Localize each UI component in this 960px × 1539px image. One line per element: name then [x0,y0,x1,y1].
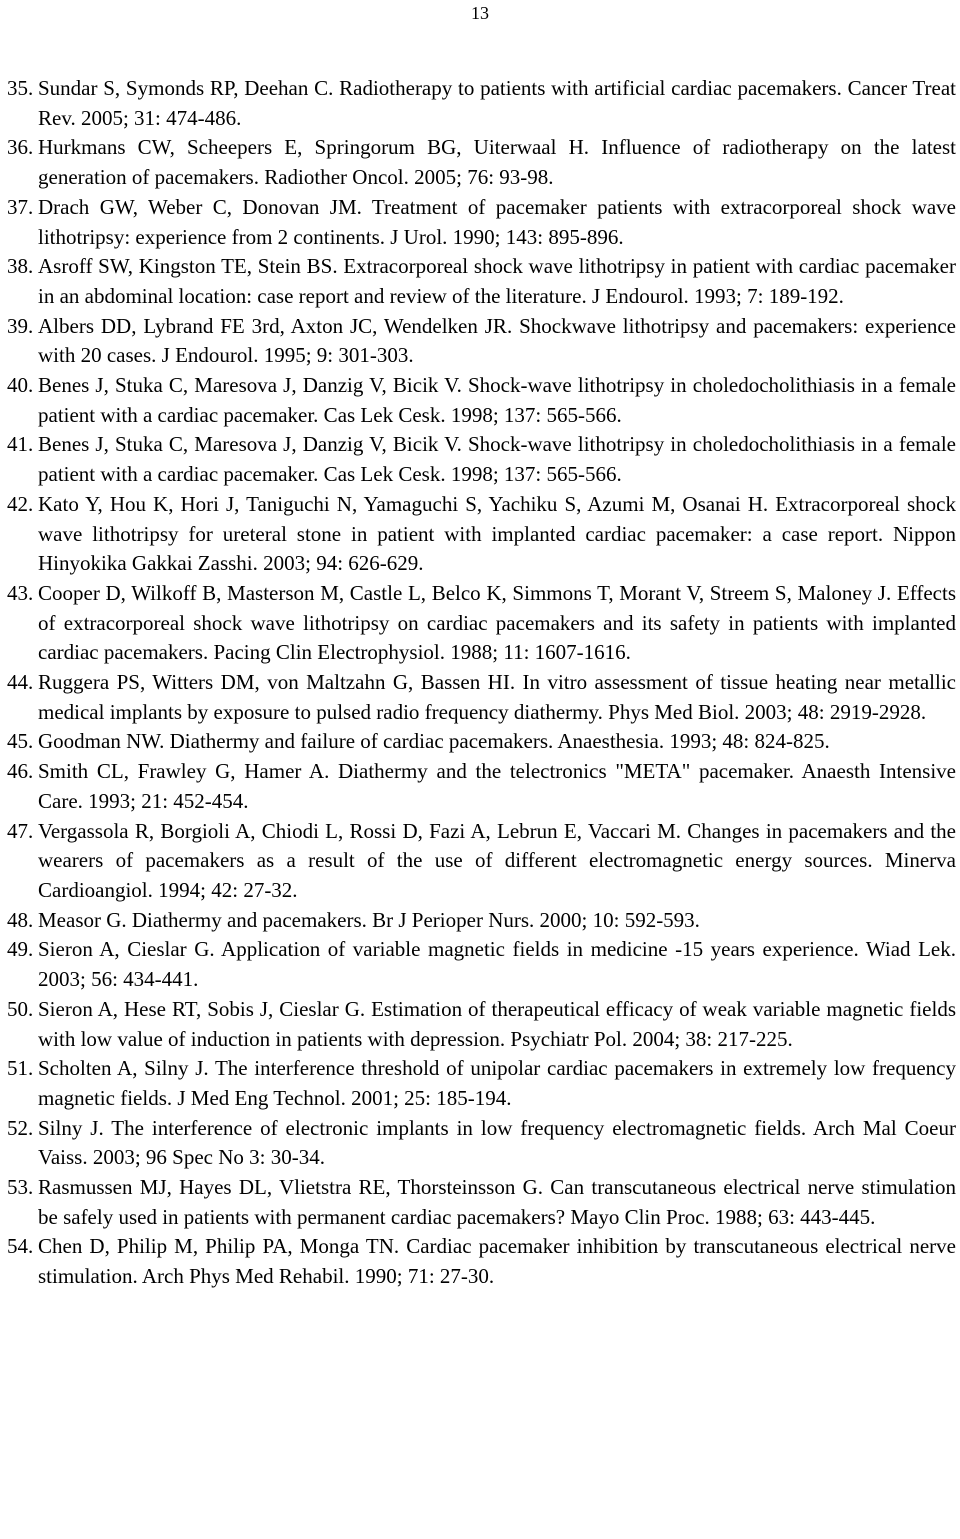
reference-text: Benes J, Stuka C, Maresova J, Danzig V, Bicik V. Shock-wave lithotripsy in choledocholithiasis in a female patient with a cardiac pacemaker. Cas Lek Cesk. 1998; 137: 565-566. [38,432,956,487]
reference-item [0,727,960,757]
reference-item [0,995,960,1054]
reference-item [0,668,960,727]
reference-number: 45. [7,729,34,754]
reference-text: Goodman NW. Diathermy and failure of cardiac pacemakers. Anaesthesia. 1993; 48: 824-825. [38,729,830,754]
reference-number: 41. [7,432,34,457]
reference-item [0,371,960,430]
reference-number: 42. [7,491,34,516]
reference-text: Asroff SW, Kingston TE, Stein BS. Extracorporeal shock wave lithotripsy in patient with cardiac pacemaker in an abdominal location: case report and review of the literature. J Endourol. 1993; 7: 189-192. [38,254,956,308]
reference-number: 43. [7,580,34,605]
reference-number: 39. [7,313,34,338]
reference-number: 37. [7,194,34,219]
reference-number: 35. [7,76,34,100]
reference-item [0,817,960,906]
reference-number: 38. [7,254,34,279]
reference-item [0,312,960,371]
reference-item [0,252,960,311]
reference-item [0,757,960,816]
reference-text: Drach GW, Weber C, Donovan JM. Treatment of pacemaker patients with extracorporeal shock wave lithotripsy: experience from 2 continents. J Urol. 1990; 143: 895-896. [38,194,956,249]
reference-text: Kato Y, Hou K, Hori J, Taniguchi N, Yamaguchi S, Yachiku S, Azumi M, Osanai H. Extracorporeal shock wave lithotripsy for ureteral stone in patient with implanted cardiac pacemaker: a case report. Nippon Hinyokika Gakkai Zasshi. 2003; 94: 626-629. [38,491,956,576]
reference-number: 48. [7,907,34,932]
page-number: 13 [471,3,489,23]
reference-text: Sieron A, Cieslar G. Application of variable magnetic fields in medicine -15 years experience. Wiad Lek. 2003; 56: 434-441. [38,937,956,992]
reference-text: Sieron A, Hese RT, Sobis J, Cieslar G. Estimation of therapeutical efficacy of weak variable magnetic fields with low value of induction in patients with depression. Psychiatr Pol. 2004; 38: 217-225. [38,996,956,1051]
reference-number: 52. [7,1115,34,1140]
reference-text: Scholten A, Silny J. The interference threshold of unipolar cardiac pacemakers in extremely low frequency magnetic fields. J Med Eng Technol. 2001; 25: 185-194. [38,1056,956,1110]
reference-text: Vergassola R, Borgioli A, Chiodi L, Rossi D, Fazi A, Lebrun E, Vaccari M. Changes in pacemakers and the wearers of pacemakers as a result of the use of different electromagnetic energy sources. Minerva Cardioangiol. 1994; 42: 27-32. [38,818,956,902]
reference-item [0,193,960,252]
reference-item [0,490,960,579]
reference-text: Measor G. Diathermy and pacemakers. Br J Perioper Nurs. 2000; 10: 592-593. [38,907,700,932]
reference-text: Cooper D, Wilkoff B, Masterson M, Castle L, Belco K, Simmons T, Morant V, Streem S, Maloney J. Effects of extracorporeal shock wave lithotripsy on cardiac pacemakers and its safety in patients with implanted cardiac pacemakers. Pacing Clin Electrophysiol. 1988; 11: 1607-1616. [38,580,956,665]
reference-number: 36. [7,135,34,160]
reference-text: Ruggera PS, Witters DM, von Maltzahn G, Bassen HI. In vitro assessment of tissue heating near metallic medical implants by exposure to pulsed radio frequency diathermy. Phys Med Biol. 2003; 48: 2919-2928. [38,670,956,724]
reference-item [0,1114,960,1173]
reference-number: 50. [7,996,34,1021]
reference-item [0,74,960,133]
reference-text: Chen D, Philip M, Philip PA, Monga TN. Cardiac pacemaker inhibition by transcutaneous electrical nerve stimulation. Arch Phys Med Rehabil. 1990; 71: 27-30. [38,1234,956,1289]
reference-item [0,906,960,936]
reference-number: 54. [7,1234,34,1259]
reference-number: 44. [7,670,34,695]
reference-text: Smith CL, Frawley G, Hamer A. Diathermy and the telectronics "META" pacemaker. Anaesth Intensive Care. 1993; 21: 452-454. [38,759,956,813]
reference-list [0,74,960,1292]
reference-number: 49. [7,937,34,962]
reference-item [0,1054,960,1113]
reference-text: Benes J, Stuka C, Maresova J, Danzig V, Bicik V. Shock-wave lithotripsy in choledocholithiasis in a female patient with a cardiac pacemaker. Cas Lek Cesk. 1998; 137: 565-566. [38,373,956,427]
reference-item [0,935,960,994]
reference-item [0,1232,960,1291]
reference-item [0,133,960,192]
reference-text: Sundar S, Symonds RP, Deehan C. Radiotherapy to patients with artificial cardiac pacemakers. Cancer Treat Rev. 2005; 31: 474-486. [38,76,956,130]
reference-number: 46. [7,759,34,784]
reference-text: Hurkmans CW, Scheepers E, Springorum BG, Uiterwaal H. Influence of radiotherapy on the latest generation of pacemakers. Radiother Oncol. 2005; 76: 93-98. [38,135,956,190]
reference-text: Rasmussen MJ, Hayes DL, Vlietstra RE, Thorsteinsson G. Can transcutaneous electrical nerve stimulation be safely used in patients with permanent cardiac pacemakers? Mayo Clin Proc. 1988; 63: 443-445. [38,1175,956,1229]
reference-item [0,430,960,489]
reference-number: 53. [7,1175,34,1200]
reference-text: Silny J. The interference of electronic implants in low frequency electromagnetic fields. Arch Mal Coeur Vaiss. 2003; 96 Spec No 3: 30-34. [38,1115,956,1170]
reference-text: Albers DD, Lybrand FE 3rd, Axton JC, Wendelken JR. Shockwave lithotripsy and pacemakers: experience with 20 cases. J Endourol. 1995; 9: 301-303. [38,313,956,368]
reference-number: 51. [7,1056,34,1081]
reference-number: 40. [7,373,34,398]
reference-number: 47. [7,818,34,843]
reference-item [0,579,960,668]
reference-item [0,1173,960,1232]
